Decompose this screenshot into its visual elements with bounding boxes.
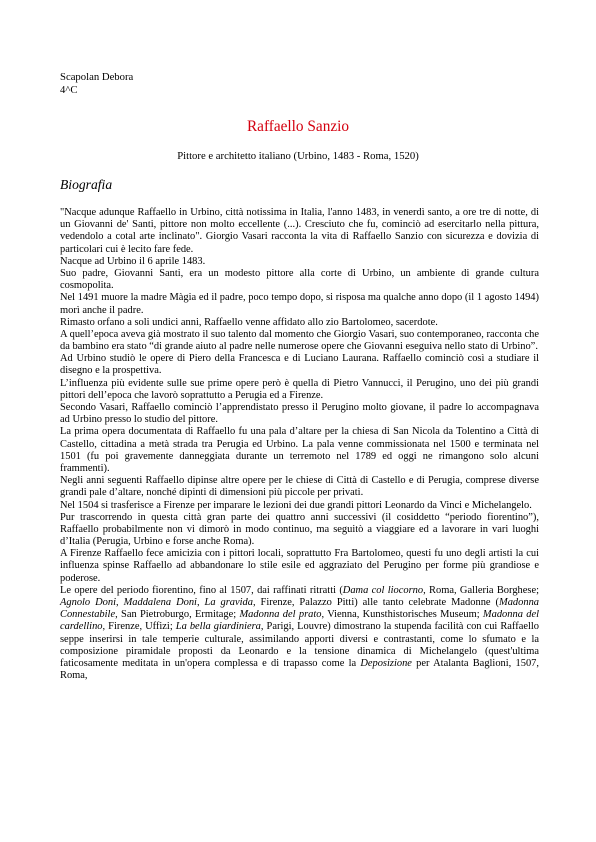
text-run: , Parigi, Louvre) dimostrano la stupenda facilità con cui Raffaello seppe inserirsi in tale temperie culturale, assimilando apporti diversi e contrastanti, come lo sfumato e la composizione piramidale proposti da Leonardo e la tensione dinamica di Michelangelo (quest'ultima faticosamente meditata in un'opera complessa e di trapasso come la	[60, 621, 539, 669]
paragraph: Suo padre, Giovanni Santi, era un modesto pittore alla corte di Urbino, un ambiente di grande cultura cosmopolita.	[60, 267, 539, 292]
text-run: ,	[196, 597, 205, 608]
paragraph: A Firenze Raffaello fece amicizia con i pittori locali, soprattutto Fra Bartolomeo, questi fu uno degli artisti la cui influenza spinse Raffaello ad abbandonare lo stile esile ed aggraziato del Perugino per forme più grandiose e poderose.	[60, 548, 539, 584]
text-run: , Firenze, Uffizi;	[102, 621, 176, 633]
paragraph: Pur trascorrendo in questa città gran parte dei quattro anni successivi (il cosiddetto “periodo fiorentino”), Raffaello probabilmente non vi dimorò in modo continuo, ma seguitò a viaggiare ed a lavorare in vari luoghi d’Italia (Perugia, Urbino e forse anche Roma).	[60, 511, 539, 548]
document-subtitle: Pittore e architetto italiano (Urbino, 1483 - Roma, 1520)	[177, 150, 419, 162]
text-run: , Firenze, Palazzo Pitti) alle tanto celebrate Madonne (	[252, 597, 499, 608]
paragraph: Secondo Vasari, Raffaello cominciò l’apprendistato presso il Perugino molto giovane, il padre lo accompagnava ad Urbino presso lo studio del pittore.	[60, 402, 539, 426]
paragraph: Ad Urbino studiò le opere di Piero della Francesca e di Luciano Laurana. Raffaello cominciò così a studiare il disegno e la prospettiva.	[60, 353, 539, 377]
artwork-title: Maddalena Doni	[123, 597, 197, 608]
document-title: Raffaello Sanzio	[246, 118, 350, 135]
paragraph: Nacque ad Urbino il 6 aprile 1483.	[60, 255, 206, 267]
author-name: Scapolan Debora	[60, 71, 134, 83]
paragraph: Nel 1504 si trasferisce a Firenze per imparare le lezioni dei due grandi pittori Leonardo da Vinci e Michelangelo.	[60, 499, 532, 511]
text-run: , San Pietroburgo, Ermitage;	[115, 609, 240, 621]
paragraph: La prima opera documentata di Raffaello fu una pala d’altare per la chiesa di San Nicola da Tolentino a Città di Castello, cittadina a metà strada tra Perugia ed Urbino. La pala venne commissionata nel 1500 e terminata nel 1501 (fu poi gravemente danneggiata durante un terremoto nel 1789 ed oggi ne rimangono solo alcuni frammenti).	[60, 426, 539, 474]
text-run: ,	[116, 597, 124, 608]
artwork-title: Agnolo Doni	[60, 597, 116, 608]
text-run: , Vienna, Kunsthistorisches Museum;	[321, 609, 483, 621]
text-run: Le opere del periodo fiorentino, fino al 1507, dai raffinati ritratti (	[60, 584, 343, 596]
biography-body	[60, 207, 539, 682]
paragraph: "Nacque adunque Raffaello in Urbino, città notissima in Italia, l'anno 1483, in venerdì santo, a ore tre di notte, di un Giovanni de' Santi, pittore non molto eccellente (...). Cresciuto che fu, cominciò ad esercitarlo nella pittura, vedendolo a cotal arte inclinato". Giorgio Vasari racconta la vita di Raffaello Sanzio con sicurezza e dovizia di particolari cui è lecito fare fede.	[60, 207, 539, 255]
text-run: , Roma, Galleria Borghese;	[423, 584, 539, 596]
paragraph: Negli anni seguenti Raffaello dipinse altre opere per le chiese di Città di Castello e di Perugia, comprese diverse grandi pale d’altare, nonché dipinti di dimensioni più piccole per privati.	[60, 475, 539, 499]
section-heading: Biografia	[60, 177, 113, 192]
text-run: per Atalanta Baglioni, 1507, Roma,	[60, 657, 539, 682]
paragraph: L’influenza più evidente sulle sue prime opere però è quella di Pietro Vannucci, il Perugino, uno dei più grandi pittori dell’epoca che lavorò soprattutto a Perugia ed a Firenze.	[60, 377, 539, 401]
paragraph: Nel 1491 muore la madre Màgia ed il padre, poco tempo dopo, si risposa ma qualche anno dopo (il 1 agosto 1494) morì anche il padre.	[60, 292, 539, 316]
paragraph: A quell’epoca aveva già mostrato il suo talento dal momento che Giorgio Vasari, suo contemporaneo, racconta che da bambino era stato “di grande aiuto al padre nelle numerose opere che Giovanni eseguiva nello stato di Urbino”.	[60, 328, 539, 353]
paragraph-works	[60, 585, 539, 683]
author-block	[60, 71, 133, 96]
artwork-title: Deposizione	[360, 657, 412, 669]
artwork-title: La gravida	[204, 597, 253, 608]
paragraph: Rimasto orfano a soli undici anni, Raffaello venne affidato allo zio Bartolomeo, sacerdote.	[60, 316, 438, 328]
artwork-title: Madonna Connestabile	[60, 597, 540, 621]
artwork-title: La bella giardiniera	[175, 621, 261, 633]
artwork-title: Dama col liocorno	[342, 584, 424, 596]
artwork-title: Madonna del prato	[239, 609, 322, 621]
class-label: 4^C	[60, 83, 78, 96]
artwork-title: Madonna del cardellino	[60, 609, 539, 633]
